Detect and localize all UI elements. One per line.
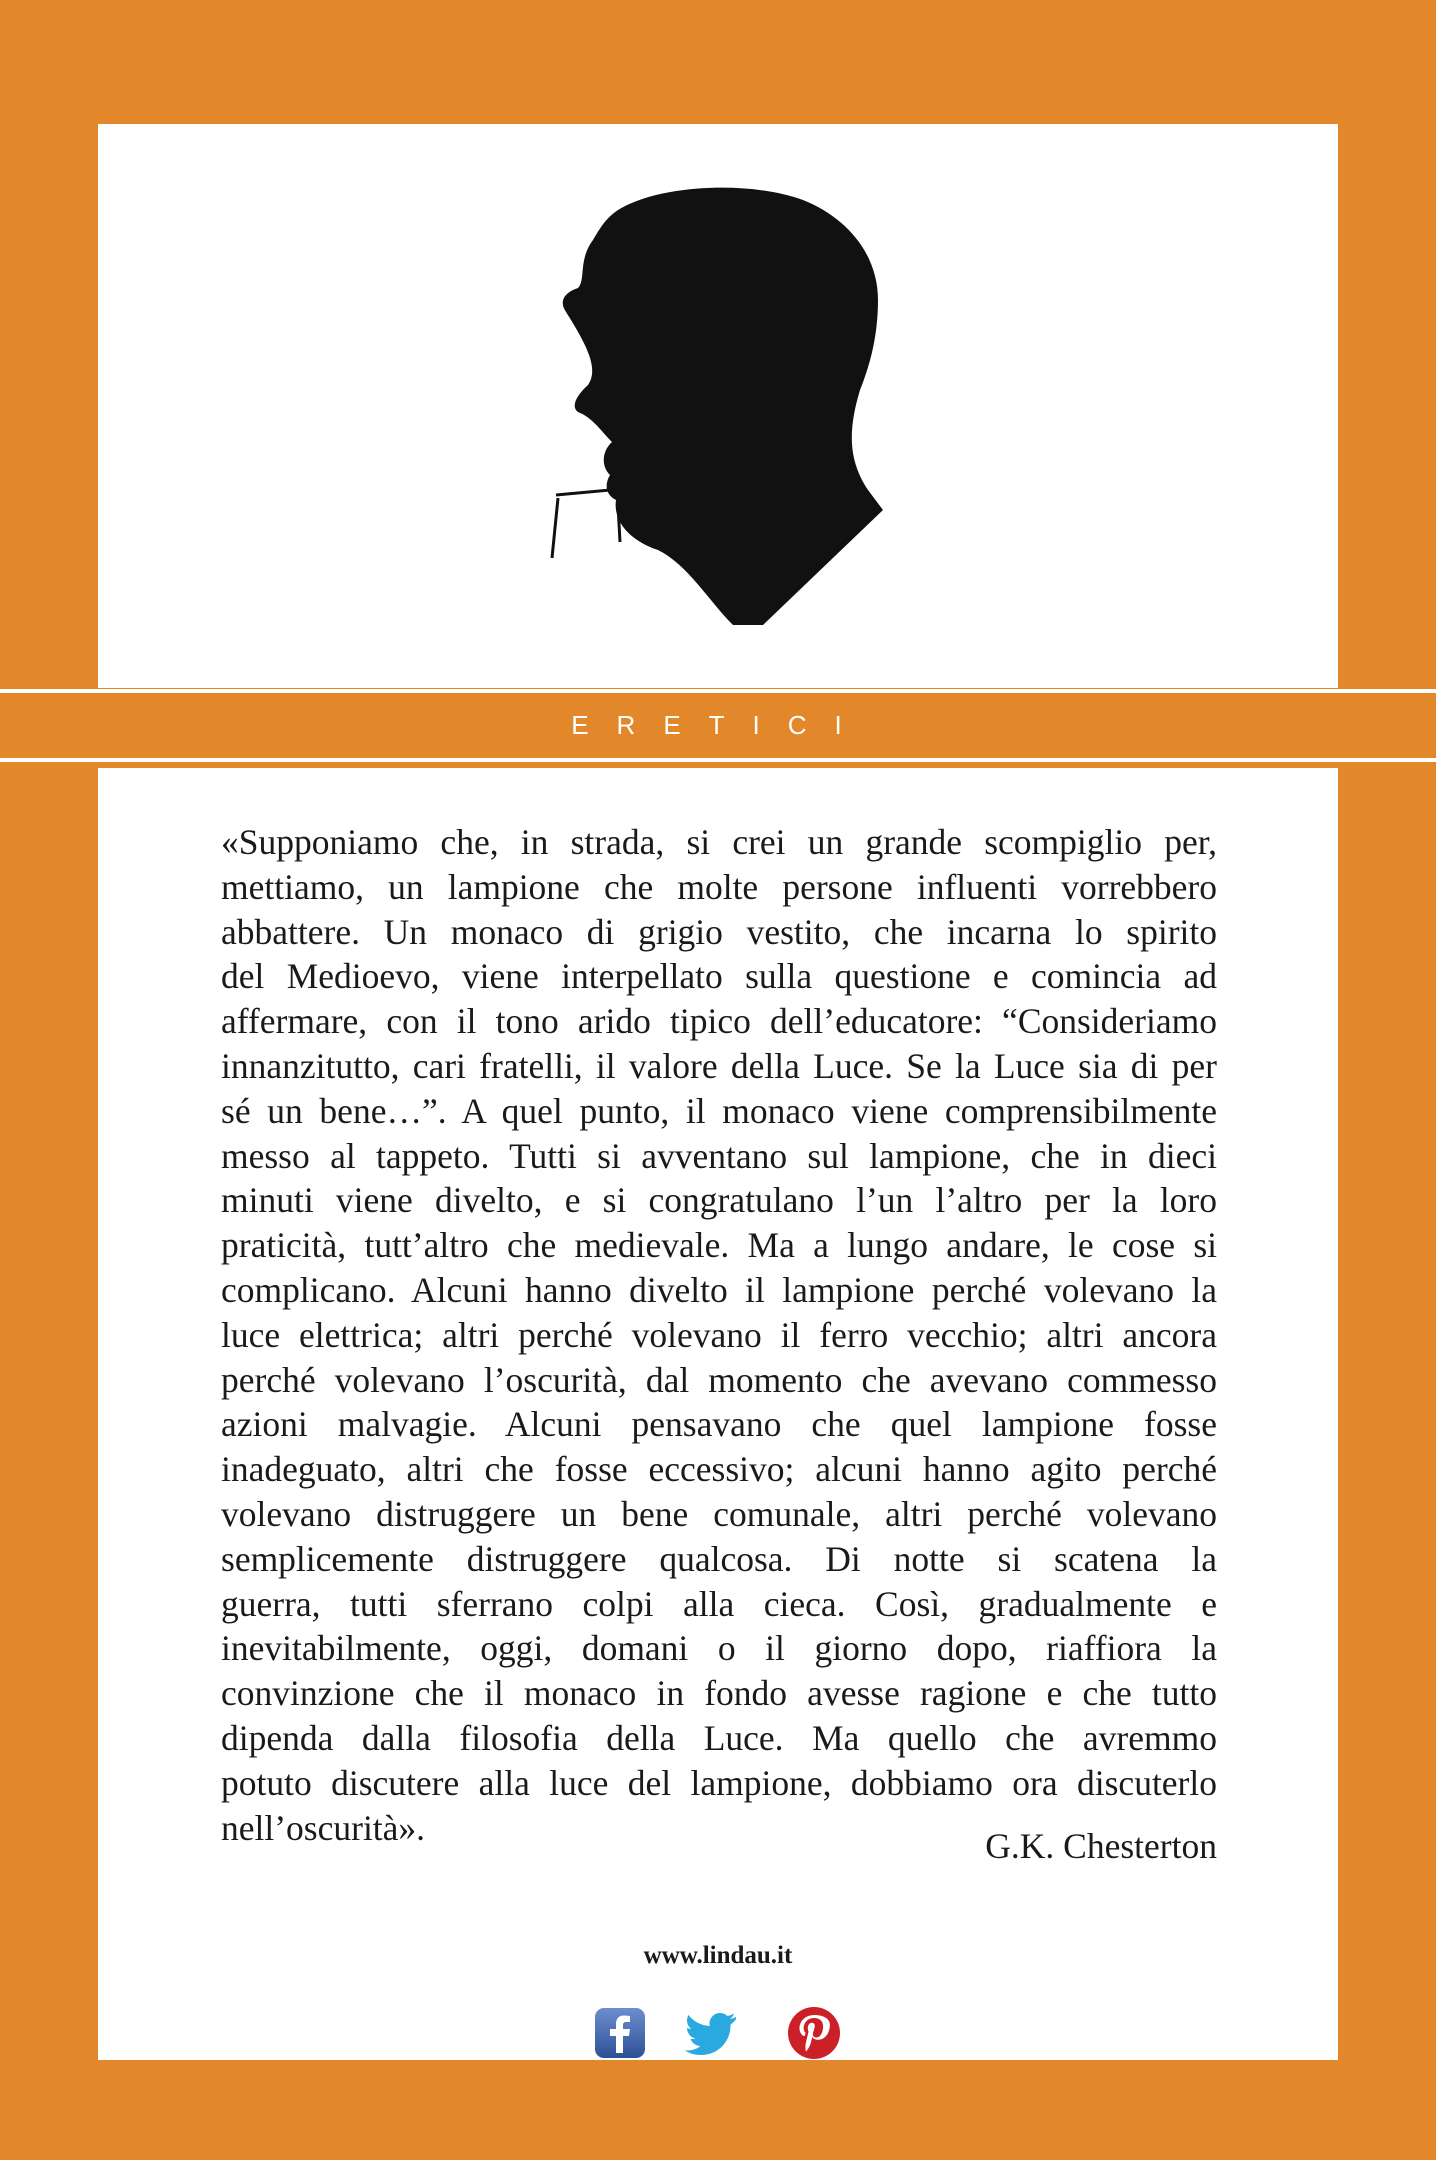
- quote-line: minuti viene divelto, e si congratulano l’un l’altro per la loro: [221, 1180, 1217, 1221]
- portrait-silhouette-icon: [548, 180, 888, 630]
- quote-line: messo al tappeto. Tutti si avventano sul lampione, che in dieci: [221, 1135, 1217, 1176]
- quote-line: azioni malvagie. Alcuni pensavano che quel lampione fosse: [221, 1404, 1217, 1445]
- quote-line: praticità, tutt’altro che medievale. Ma a lungo andare, le cose si: [221, 1225, 1217, 1266]
- quote-line: guerra, tutti sferrano colpi alla cieca. Così, gradualmente e: [221, 1583, 1217, 1624]
- quote-line: «Supponiamo che, in strada, si crei un grande scompiglio per,: [221, 822, 1217, 862]
- quote-line: dipenda dalla filosofia della Luce. Ma quello che avremmo: [221, 1717, 1217, 1758]
- quote-line: innanzitutto, cari fratelli, il valore della Luce. Se la Luce sia di per: [221, 1045, 1217, 1086]
- website-link[interactable]: www.lindau.it: [643, 1942, 793, 1969]
- twitter-icon[interactable]: [684, 2005, 740, 2061]
- quote-line: potuto discutere alla luce del lampione, dobbiamo ora discuterlo: [221, 1762, 1217, 1803]
- pinterest-icon[interactable]: [786, 2005, 842, 2061]
- series-title: ERETICI: [571, 710, 870, 740]
- quote-line: inadeguato, altri che fosse eccessivo; alcuni hanno agito perché: [221, 1449, 1217, 1490]
- quote-line: del Medioevo, viene interpellato sulla questione e comincia ad: [221, 956, 1217, 997]
- quote-line: convinzione che il monaco in fondo avesse ragione e che tutto: [221, 1673, 1217, 1714]
- quote-line: affermare, con il tono arido tipico dell’educatore: “Consideriamo: [221, 1001, 1217, 1042]
- quote-line: inevitabilmente, oggi, domani o il giorno dopo, riaffiora la: [221, 1628, 1217, 1669]
- quote-line: perché volevano l’oscurità, dal momento che avevano commesso: [221, 1359, 1217, 1400]
- series-band: [0, 693, 1436, 758]
- quote-line: volevano distruggere un bene comunale, altri perché volevano: [221, 1493, 1217, 1534]
- quote-line: luce elettrica; altri perché volevano il ferro vecchio; altri ancora: [221, 1314, 1217, 1355]
- quote-line: abbattere. Un monaco di grigio vestito, che incarna lo spirito: [221, 911, 1217, 952]
- quote-line: complicano. Alcuni hanno divelto il lampione perché volevano la: [221, 1269, 1217, 1310]
- quote-line: mettiamo, un lampione che molte persone influenti vorrebbero: [221, 866, 1217, 907]
- quote-line: nell’oscurità».: [221, 1807, 426, 1848]
- facebook-icon[interactable]: [592, 2005, 648, 2061]
- quote-line: semplicemente distruggere qualcosa. Di notte si scatena la: [221, 1538, 1217, 1579]
- quote-author: G.K. Chesterton: [985, 1826, 1217, 1866]
- quote-line: sé un bene…”. A quel punto, il monaco viene comprensibilmente: [221, 1090, 1217, 1131]
- quote-text: [221, 820, 1217, 1850]
- social-icons: [592, 2005, 852, 2065]
- band-rule-bottom: [0, 758, 1436, 762]
